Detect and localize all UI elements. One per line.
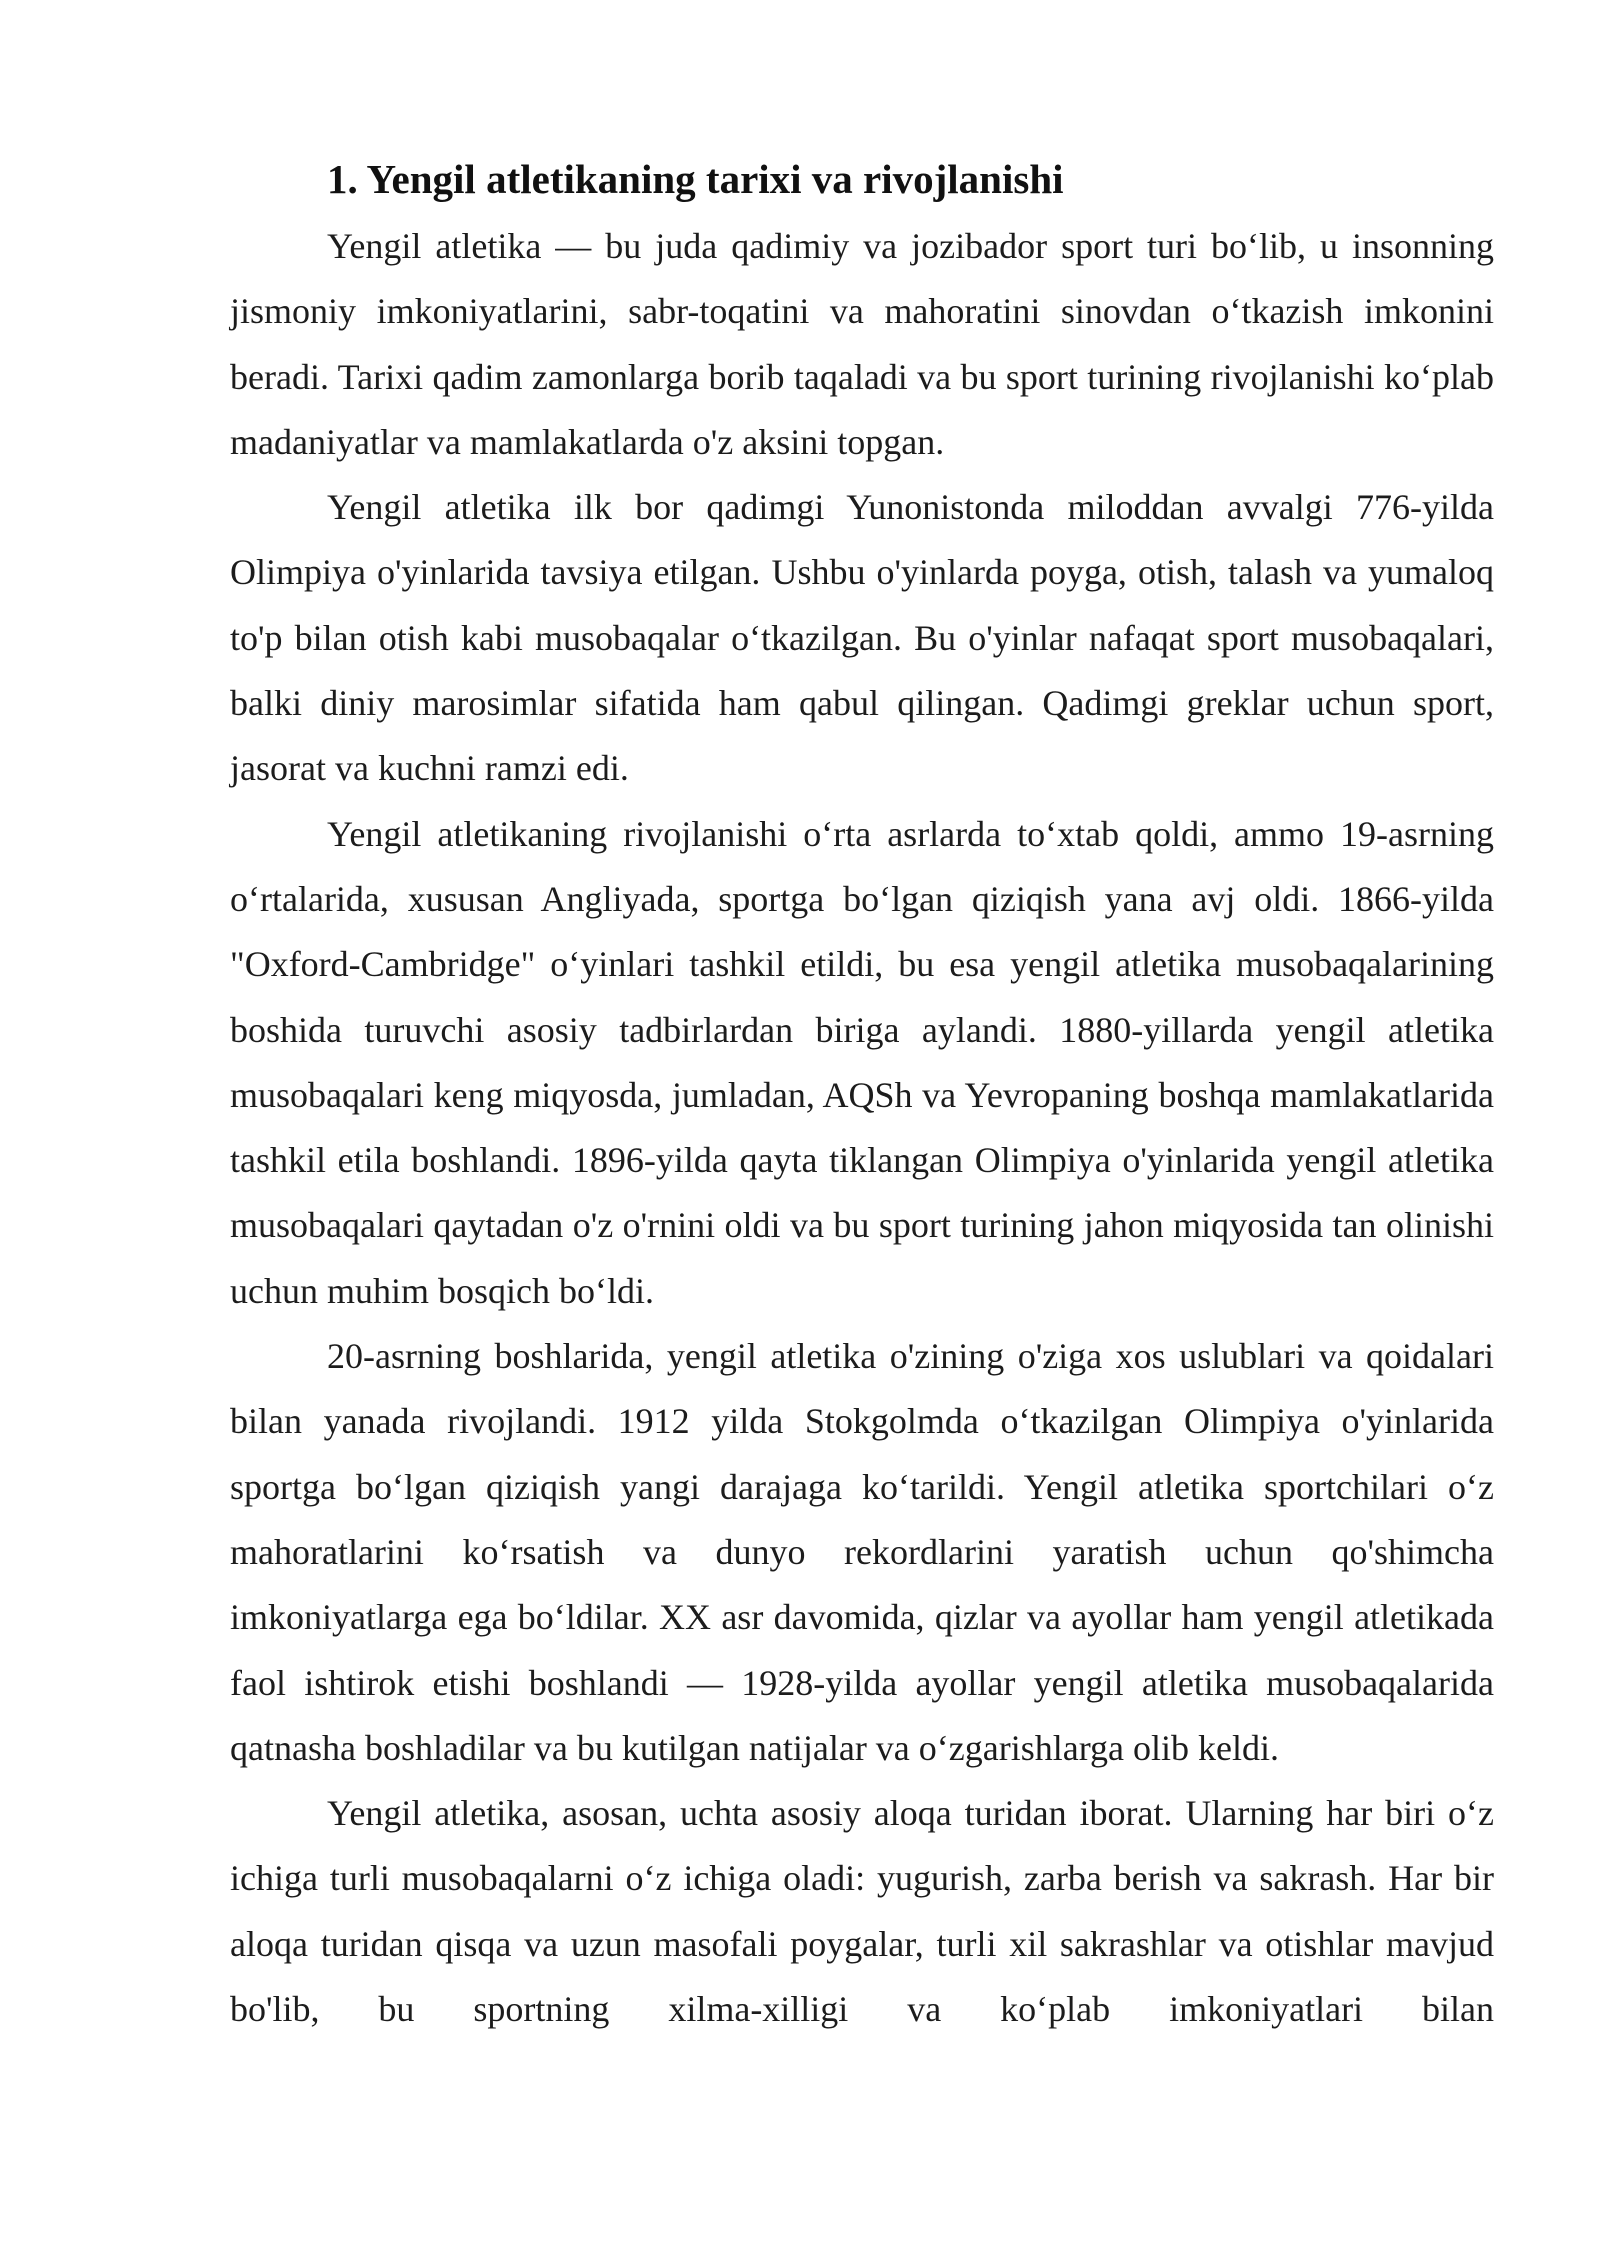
paragraph-2: Yengil atletika ilk bor qadimgi Yunonistonda miloddan avvalgi 776-yilda Olimpiya o'yinlarida tavsiya etilgan. Ushbu o'yinlarda poyga, otish, talash va yumaloq to'p bilan otish kabi musobaqalar o‘tkazilgan. Bu o'yinlar nafaqat sport musobaqalari, balki diniy marosimlar sifatida ham qabul qilingan. Qadimgi greklar uchun sport, jasorat va kuchni ramzi edi. (230, 487, 1494, 789)
document-body (230, 150, 1494, 2042)
section-heading: 1. Yengil atletikaning tarixi va rivojlanishi (327, 156, 1064, 202)
paragraph-5: Yengil atletika, asosan, uchta asosiy aloqa turidan iborat. Ularning har biri o‘z ichiga turli musobaqalarni o‘z ichiga oladi: yugurish, zarba berish va sakrash. Har bir aloqa turidan qisqa va uzun masofali poygalar, turli xil sakrashlar va otishlar mavjud bo'lib, bu sportning xilma-xilligi va ko‘plab imkoniyatlari bilan (230, 1793, 1494, 2030)
paragraph-3: Yengil atletikaning rivojlanishi o‘rta asrlarda to‘xtab qoldi, ammo 19-asrning o‘rtalarida, xususan Angliyada, sportga bo‘lgan qiziqish yana avj oldi. 1866-yilda "Oxford-Cambridge" o‘yinlari tashkil etildi, bu esa yengil atletika musobaqalarining boshida turuvchi asosiy tadbirlardan biriga aylandi. 1880-yillarda yengil atletika musobaqalari keng miqyosda, jumladan, AQSh va Yevropaning boshqa mamlakatlarida tashkil etila boshlandi. 1896-yilda qayta tiklangan Olimpiya o'yinlarida yengil atletika musobaqalari qaytadan o'z o'rnini oldi va bu sport turining jahon miqyosida tan olinishi uchun muhim bosqich bo‘ldi. (230, 813, 1494, 1311)
paragraph-1: Yengil atletika — bu juda qadimiy va jozibador sport turi bo‘lib, u insonning jismoniy imkoniyatlarini, sabr-toqatini va mahoratini sinovdan o‘tkazish imkonini beradi. Tarixi qadim zamonlarga borib taqaladi va bu sport turining rivojlanishi ko‘plab madaniyatlar va mamlakatlarda o'z aksini topgan. (230, 226, 1494, 462)
paragraph-4: 20-asrning boshlarida, yengil atletika o'zining o'ziga xos uslublari va qoidalari bilan yanada rivojlandi. 1912 yilda Stokgolmda o‘tkazilgan Olimpiya o'yinlarida sportga bo‘lgan qiziqish yangi darajaga ko‘tarildi. Yengil atletika sportchilari o‘z mahoratlarini ko‘rsatish va dunyo rekordlarini yaratish uchun qo'shimcha imkoniyatlarga ega bo‘ldilar. XX asr davomida, qizlar va ayollar ham yengil atletikada faol ishtirok etishi boshlandi — 1928-yilda ayollar yengil atletika musobaqalarida qatnasha boshladilar va bu kutilgan natijalar va o‘zgarishlarga olib keldi. (230, 1336, 1494, 1768)
